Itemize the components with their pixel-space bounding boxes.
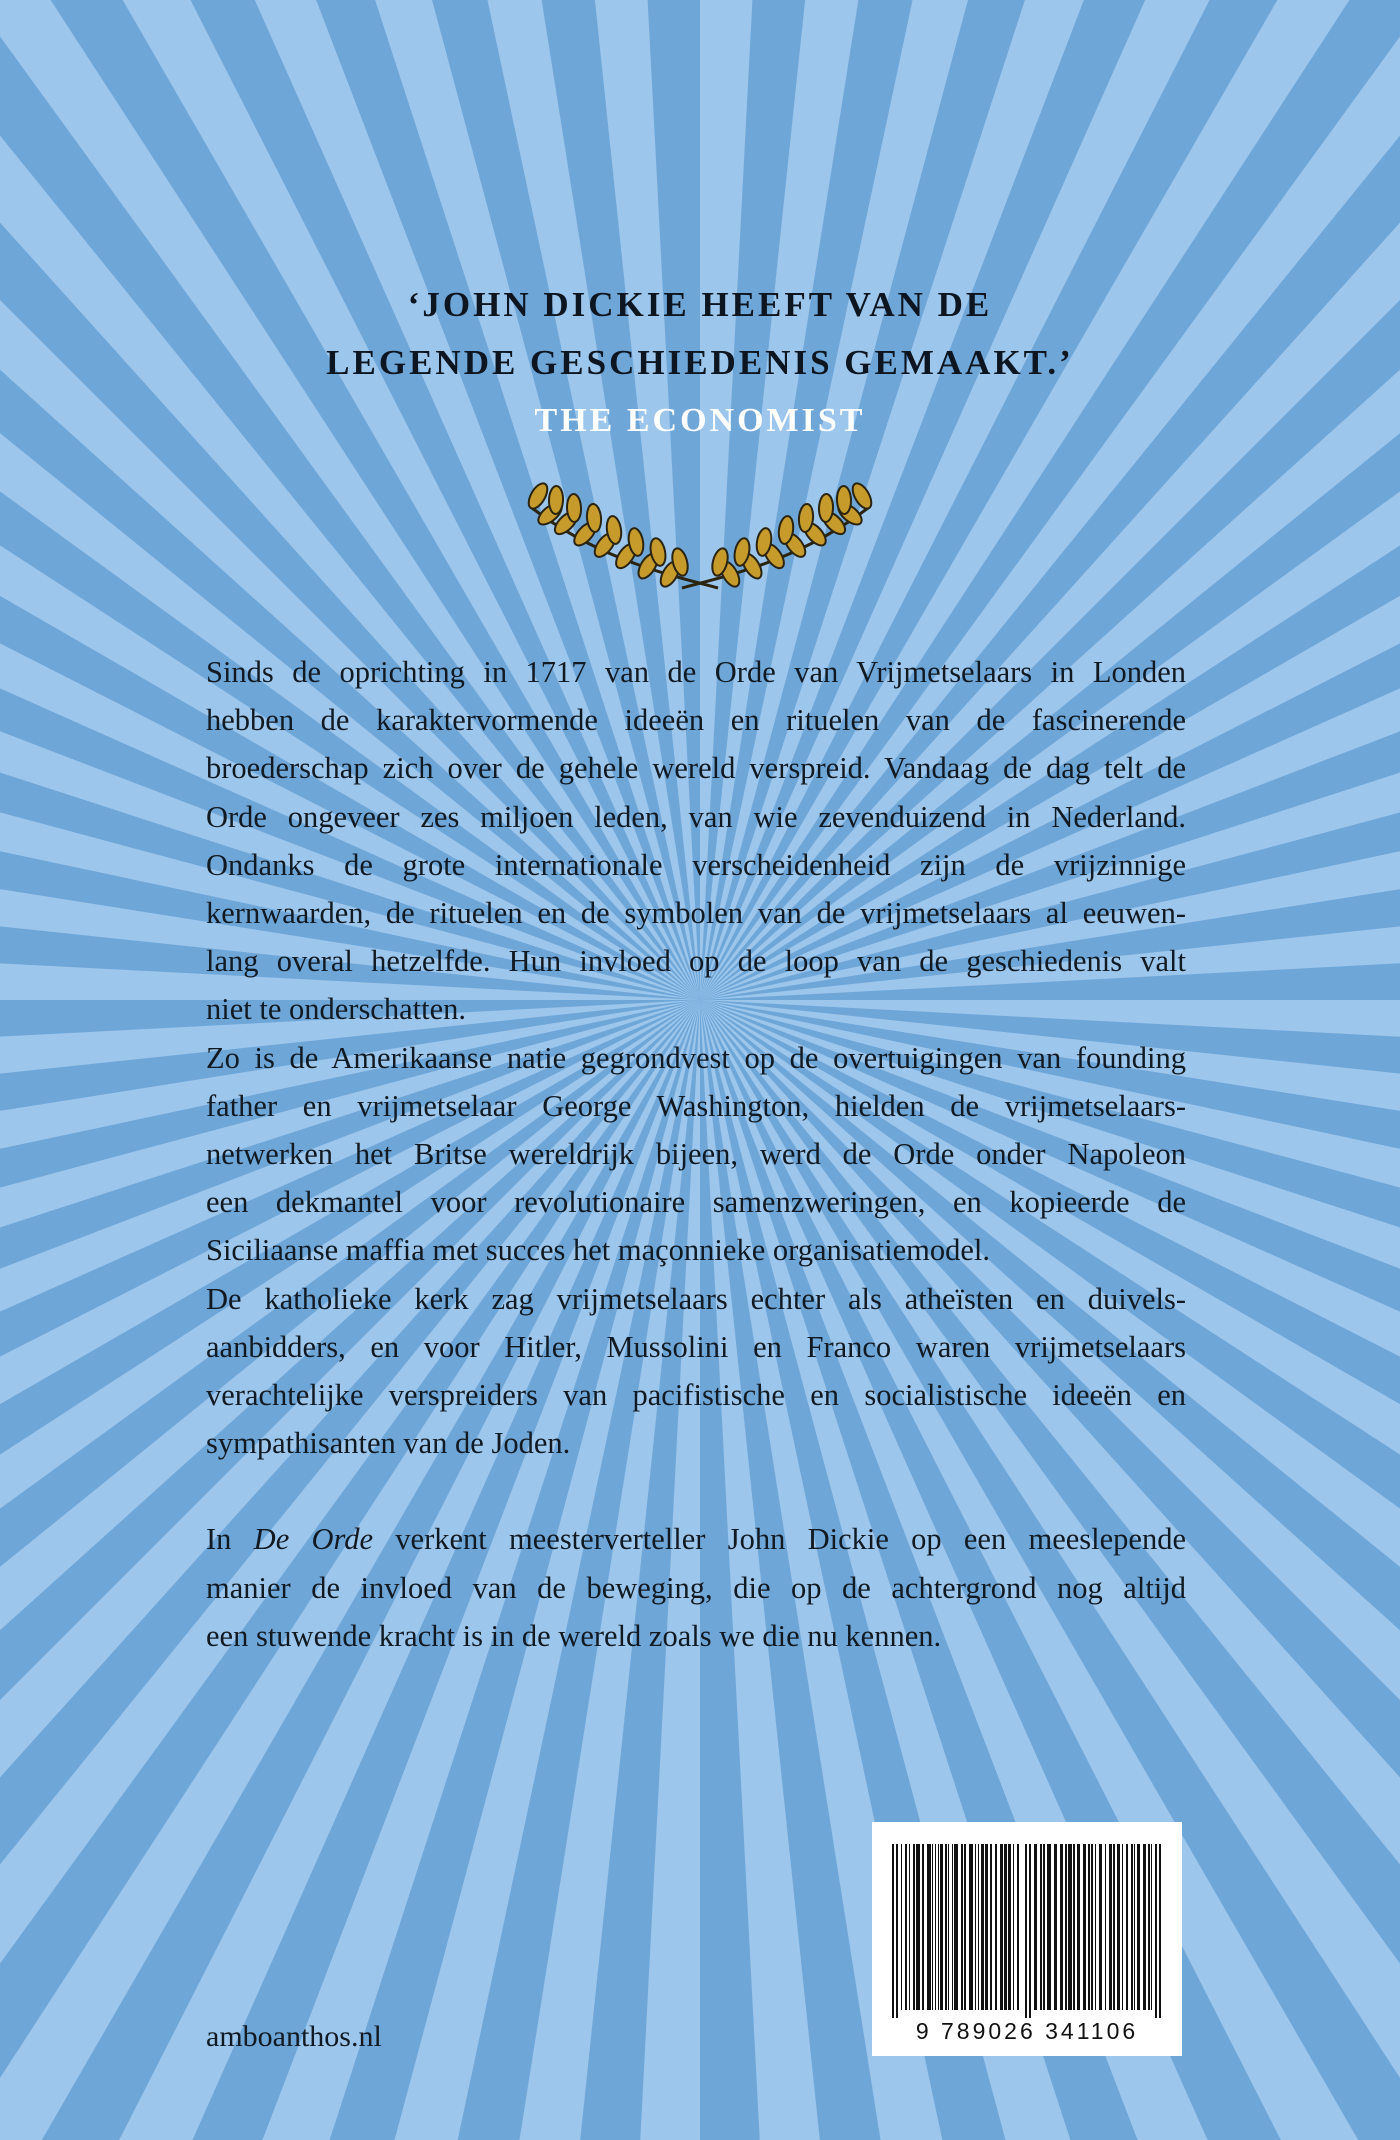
blurb-line: netwerken het Britse wereldrijk bijeen, werd de Orde onder Napoleon xyxy=(206,1137,1186,1172)
blurb-line: sympathisanten van de Joden. xyxy=(206,1426,571,1461)
paragraph-gap xyxy=(206,1467,1186,1515)
blurb-line: een dekmantel voor revolutionaire samenzweringen, en kopieerde de xyxy=(206,1185,1186,1220)
blurb-line: Siciliaanse maffia met succes het maçonnieke organisatiemodel. xyxy=(206,1233,990,1268)
blurb-line xyxy=(206,1515,1186,1563)
blurb-line: father en vrijmetselaar George Washington, hielden de vrijmetselaars- xyxy=(206,1088,1186,1123)
blurb-text: verkent meesterverteller John Dickie op een meeslepende xyxy=(373,1522,1186,1557)
blurb xyxy=(206,648,1186,1660)
blurb-line: hebben de karaktervormende ideeën en rituelen van de fascinerende xyxy=(206,703,1186,738)
book-title: De Orde xyxy=(253,1522,374,1557)
blurb-line: kernwaarden, de rituelen en de symbolen van de vrijmetselaars al eeuwen- xyxy=(206,896,1186,931)
blurb-line: verachtelijke verspreiders van pacifistische en socialistische ideeën en xyxy=(206,1378,1186,1413)
isbn-barcode xyxy=(872,1822,1182,2056)
blurb-text: In xyxy=(206,1522,254,1557)
blurb-line: Orde ongeveer zes miljoen leden, van wie zevenduizend in Nederland. xyxy=(206,799,1186,834)
quote-source: THE ECONOMIST xyxy=(534,402,866,439)
blurb-line: De katholieke kerk zag vrijmetselaars echter als atheïsten en duivels- xyxy=(206,1281,1186,1316)
quote-line-2: LEGENDE GESCHIEDENIS GEMAAKT.’ xyxy=(326,343,1074,382)
blurb-line: lang overal hetzelfde. Hun invloed op de loop van de geschiedenis valt xyxy=(206,944,1186,979)
isbn-number: 9 789026 341106 xyxy=(915,2018,1139,2044)
blurb-line: niet te onderschatten. xyxy=(206,992,466,1027)
blurb-line: Zo is de Amerikaanse natie gegrondvest op de overtuigingen van founding xyxy=(206,1040,1186,1075)
publisher-website: amboanthos.nl xyxy=(206,2020,382,2053)
blurb-line: een stuwende kracht is in de wereld zoals we die nu kennen. xyxy=(206,1618,942,1653)
blurb-line: manier de invloed van de beweging, die op de achtergrond nog altijd xyxy=(206,1570,1186,1605)
blurb-line: Sinds de oprichting in 1717 van de Orde van Vrijmetselaars in Londen xyxy=(206,655,1186,689)
blurb-line: aanbidders, en voor Hitler, Mussolini en Franco waren vrijmetselaars xyxy=(206,1329,1186,1364)
blurb-line: broederschap zich over de gehele wereld verspreid. Vandaag de dag telt de xyxy=(206,751,1186,786)
blurb-line: Ondanks de grote internationale verscheidenheid zijn de vrijzinnige xyxy=(206,847,1186,882)
laurel-branches-icon xyxy=(520,480,880,600)
quote-line-1: ‘JOHN DICKIE HEEFT VAN DE xyxy=(407,285,993,324)
